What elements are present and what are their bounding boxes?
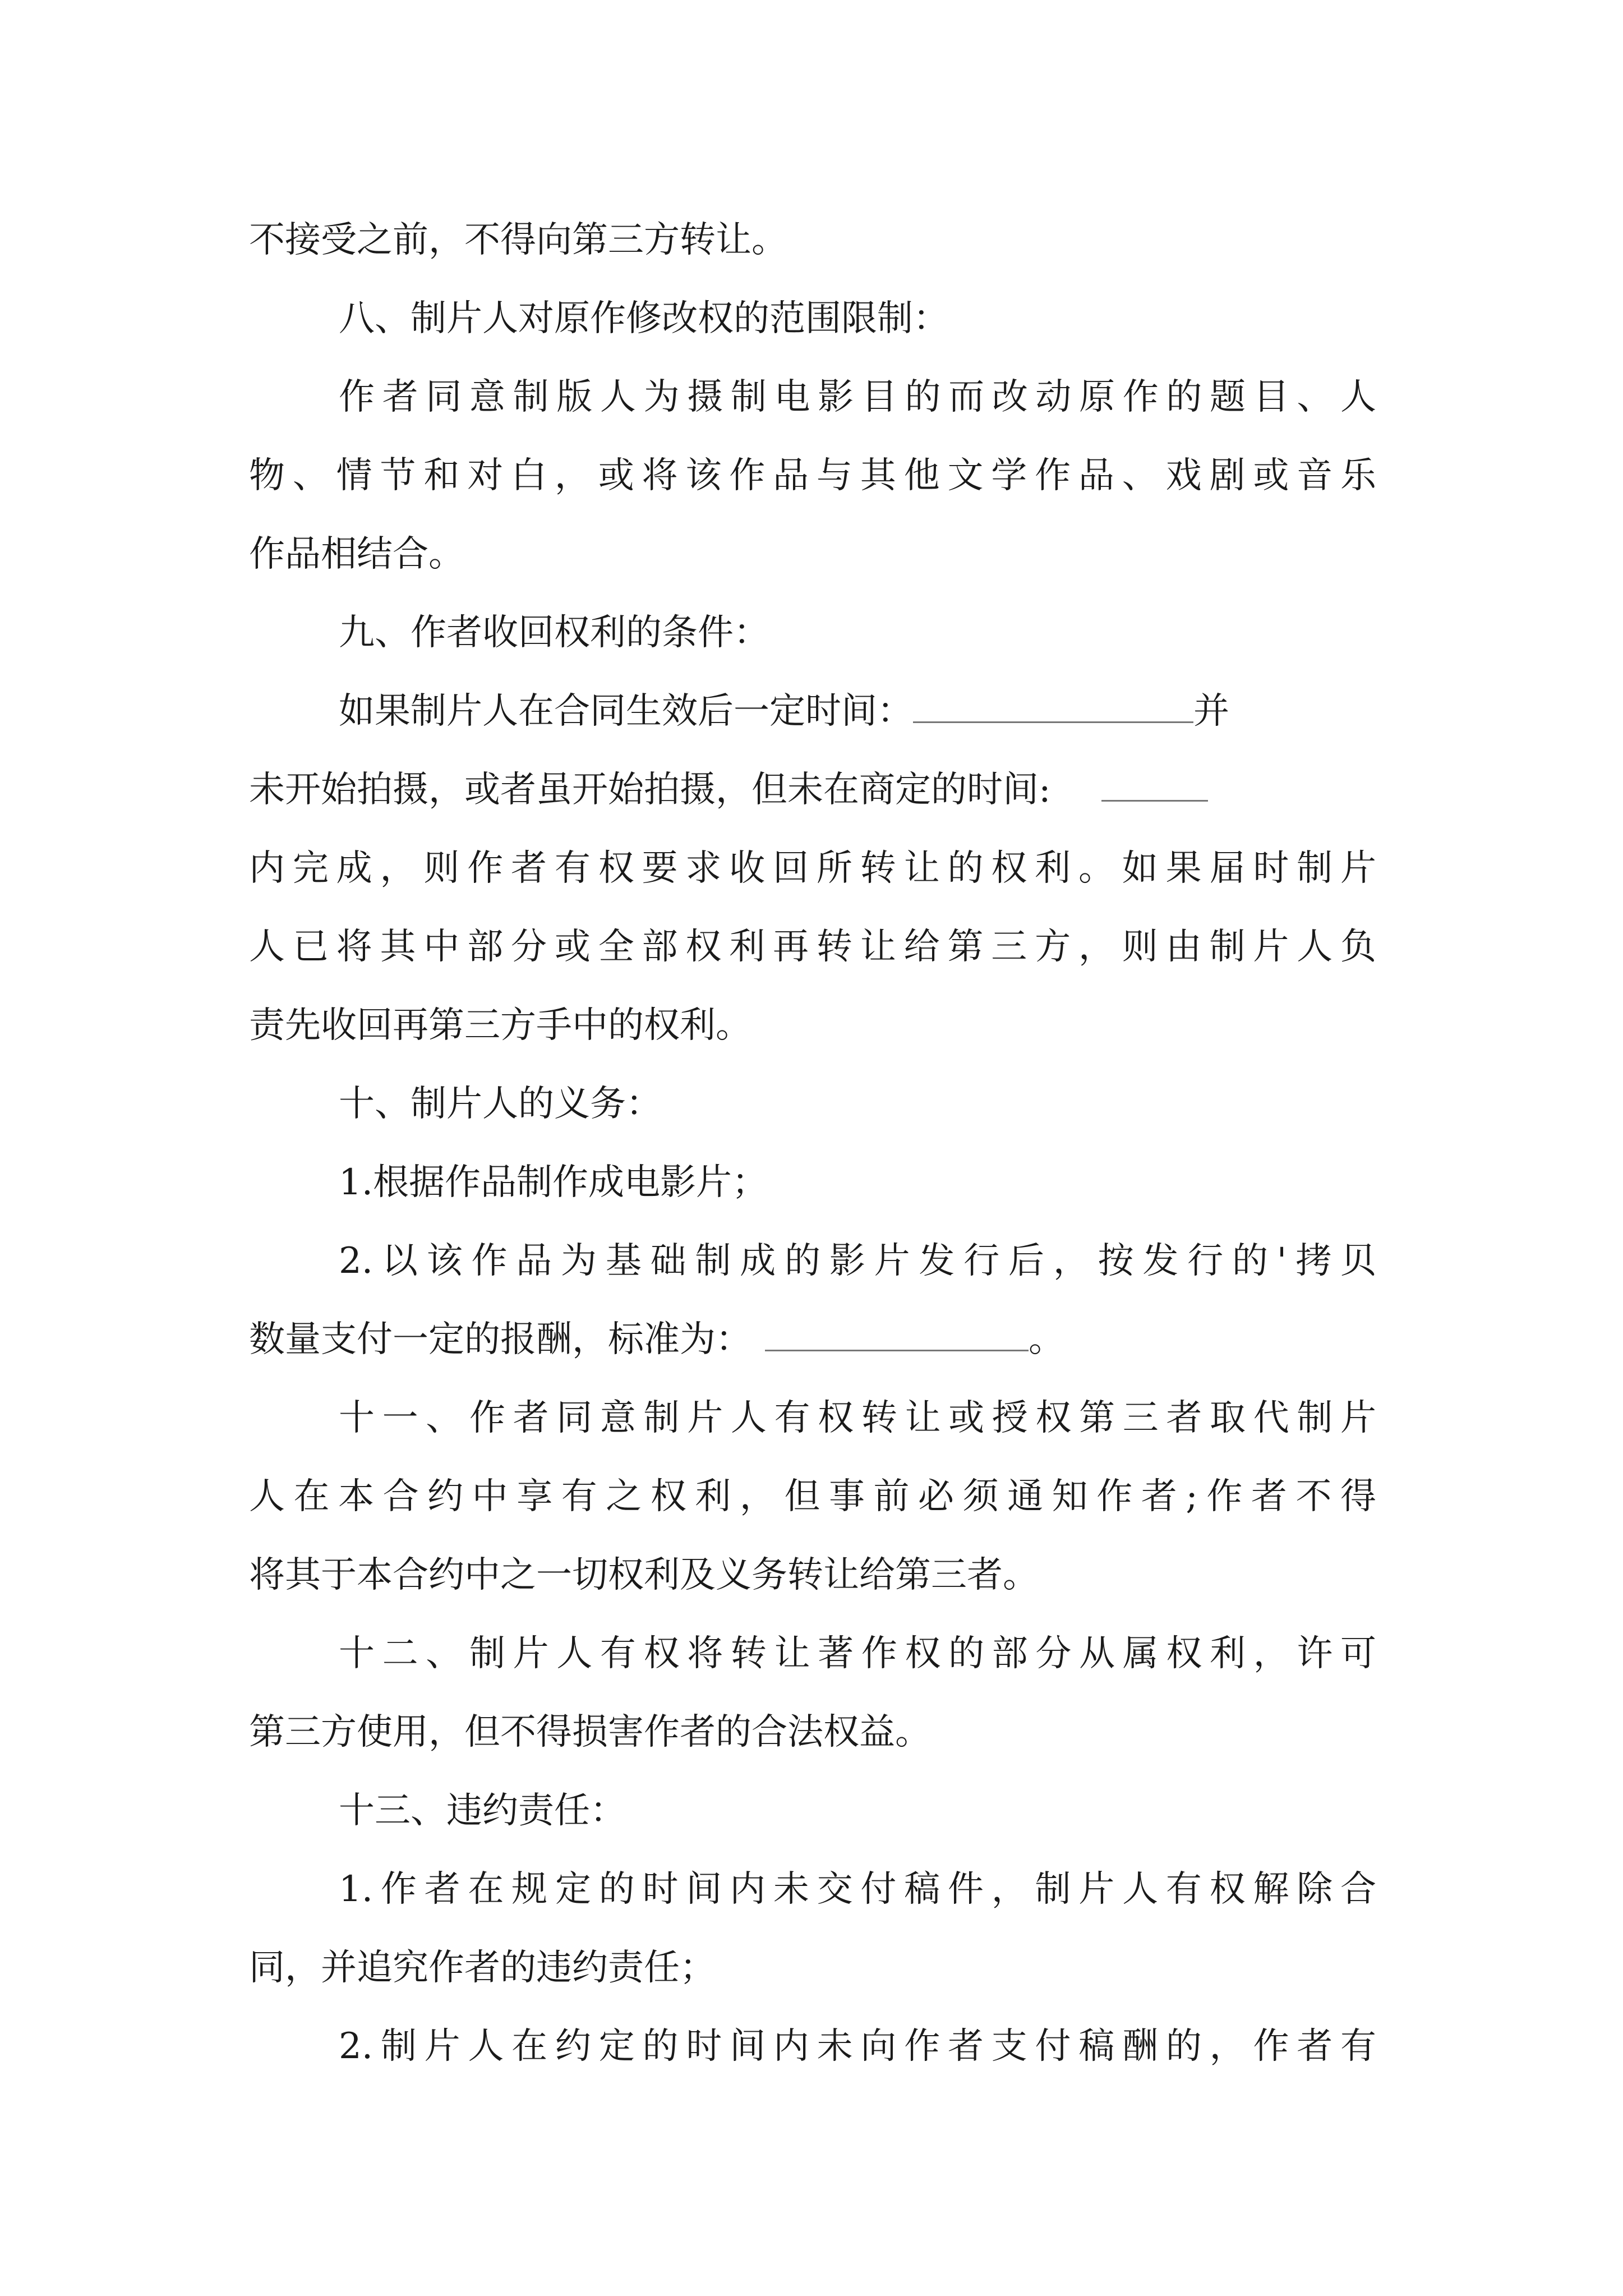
text-run: 1.根据作品制作成电影片；	[339, 1162, 768, 1203]
section-heading	[339, 1076, 662, 1132]
text-run: 并	[1193, 691, 1229, 732]
list-item: 2.以该作品为基础制成的影片发行后，按发行的'拷贝	[339, 1240, 1376, 1282]
paragraph-line	[249, 762, 1208, 818]
text-run: 八、制片人对原作修改权的范围限制：	[339, 298, 949, 339]
section-heading	[339, 1783, 626, 1839]
text-run: 九、作者收回权利的条件：	[339, 612, 769, 654]
paragraph-line: 内完成，则作者有权要求收回所转让的权利。如果届时制片	[249, 848, 1376, 889]
text-run: 数量支付一定的报酬，标准为：	[249, 1319, 751, 1360]
text-run: 十三、违约责任：	[339, 1790, 626, 1832]
section-heading	[339, 291, 949, 347]
text-run: 第三方使用，但不得损害作者的合法权益。	[249, 1711, 931, 1753]
paragraph-line: 人已将其中部分或全部权利再转让给第三方，则由制片人负	[249, 926, 1376, 968]
text-run: 十、制片人的义务：	[339, 1083, 662, 1125]
text-run: 责先收回再第三方手中的权利。	[249, 1005, 751, 1046]
paragraph-line: 作者同意制版人为摄制电影目的而改动原作的题目、人	[339, 376, 1376, 418]
paragraph-line	[249, 1940, 716, 1996]
paragraph-line: 物、情节和对白，或将该作品与其他文学作品、戏剧或音乐	[249, 455, 1376, 496]
list-item: 2.制片人在约定的时间内未向作者支付稿酬的，作者有	[339, 2026, 1376, 2067]
text-run: 未开始拍摄，或者虽开始拍摄，但未在商定的时间:	[249, 769, 1051, 811]
text-run: 如果制片人在合同生效后一定时间：	[339, 691, 913, 732]
fill-in-blank[interactable]	[1101, 767, 1208, 802]
paragraph-line	[249, 1547, 1039, 1603]
paragraph-line	[249, 526, 464, 582]
paragraph-line	[339, 683, 1229, 739]
text-run: 。	[1029, 1319, 1064, 1360]
text-run: 作品相结合。	[249, 533, 464, 575]
list-item: 1.作者在规定的时间内未交付稿件，制片人有权解除合	[339, 1869, 1376, 1910]
text-run: 不接受之前，不得向第三方转让。	[249, 219, 787, 261]
paragraph-line	[249, 212, 787, 268]
fill-in-blank[interactable]	[765, 1317, 1029, 1351]
fill-in-blank[interactable]	[913, 689, 1193, 723]
paragraph-line	[249, 1704, 931, 1760]
paragraph-line	[249, 1312, 1064, 1368]
paragraph-line: 十二、制片人有权将转让著作权的部分从属权利，许可	[339, 1633, 1376, 1674]
paragraph-line: 十一、作者同意制片人有权转让或授权第三者取代制片	[339, 1397, 1376, 1439]
text-run: 将其于本合约中之一切权利及义务转让给第三者。	[249, 1554, 1039, 1596]
text-run: 同，并追究作者的违约责任；	[249, 1947, 716, 1989]
section-heading	[339, 605, 769, 661]
paragraph-line	[249, 997, 751, 1053]
paragraph-line: 人在本合约中享有之权利，但事前必须通知作者;作者不得	[249, 1476, 1376, 1517]
list-item	[339, 1154, 768, 1211]
